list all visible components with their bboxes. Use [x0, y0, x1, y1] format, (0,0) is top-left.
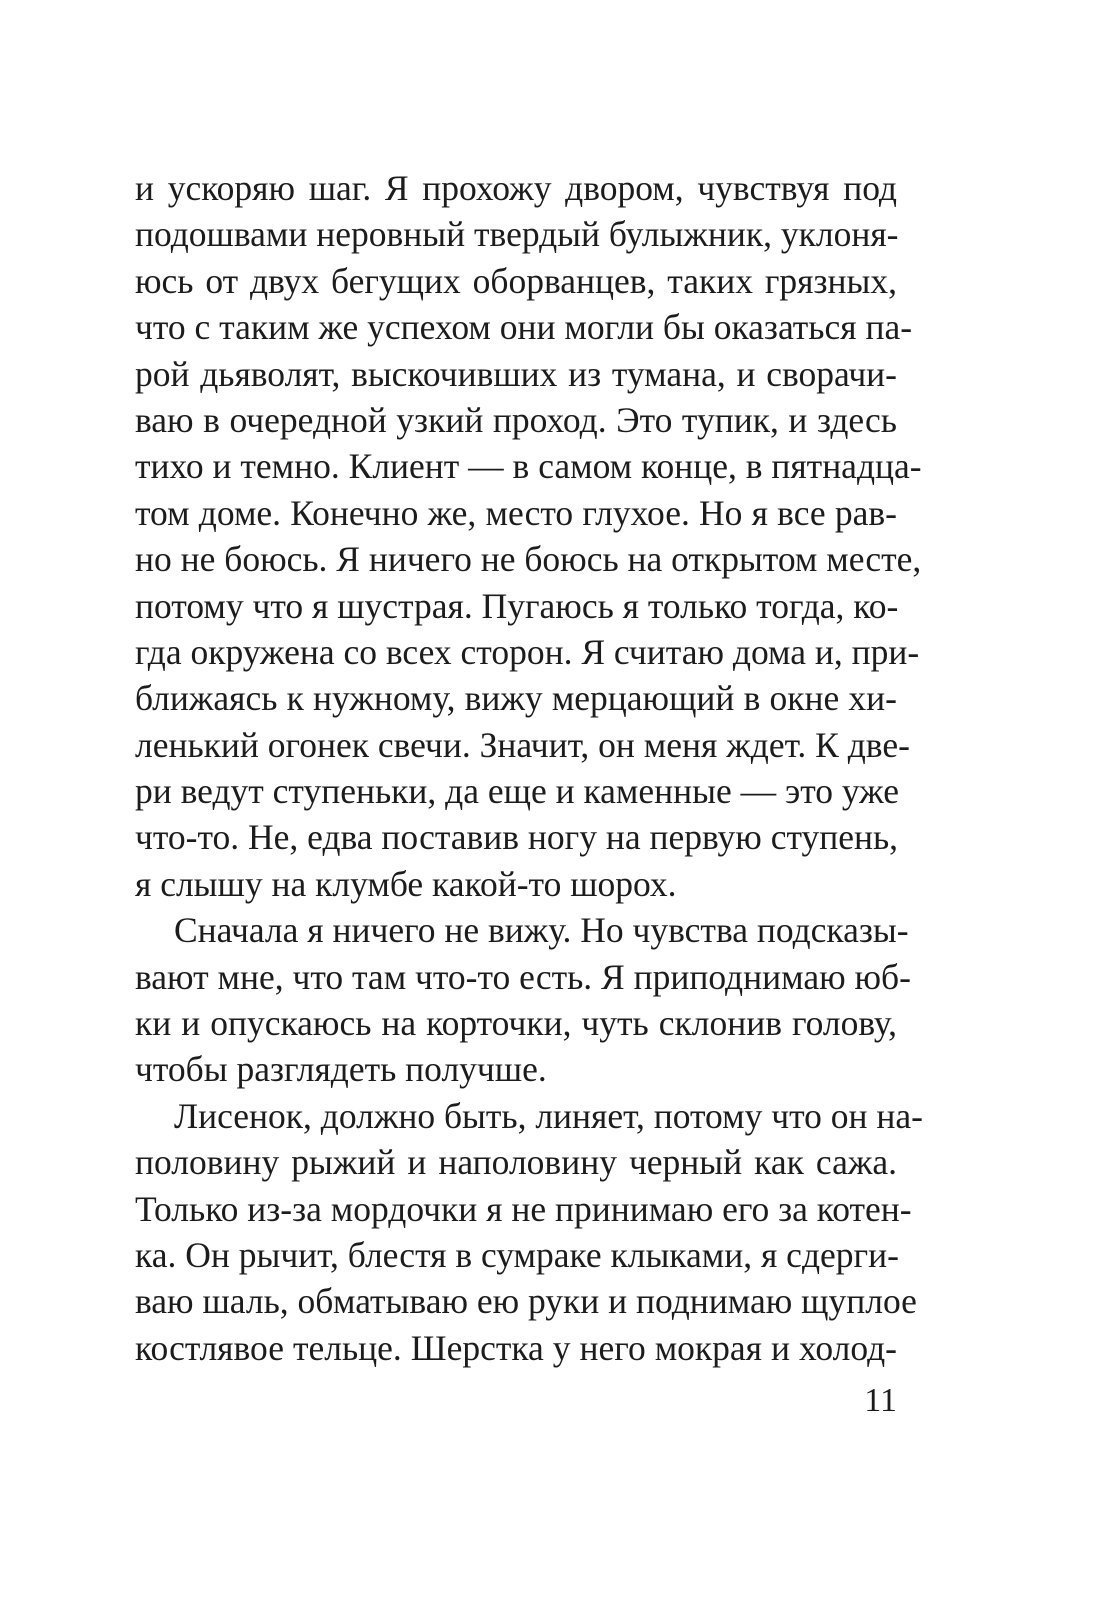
text-line: и ускоряю шаг. Я прохожу двором, чувствуя под: [135, 168, 897, 208]
text-line: том доме. Конечно же, место глухое. Но я все рав-: [135, 492, 897, 533]
text-line: потому что я шустрая. Пугаюсь я только тогда, ко-: [135, 585, 899, 626]
text-line: подошвами неровный твердый булыжник, уклоня-: [135, 214, 899, 255]
text-line: ваю шаль, обматываю ею руки и поднимаю щуплое: [135, 1281, 917, 1322]
text-line: я слышу на клумбе какой-то шорох.: [135, 863, 677, 904]
text-line: рой дьяволят, выскочивших из тумана, и сворачи-: [135, 353, 897, 394]
text-line: вают мне, что там что-то есть. Я приподнимаю юб-: [135, 956, 911, 997]
paragraph-start-line: Лисенок, должно быть, линяет, потому что он на-: [174, 1095, 923, 1136]
body-text: [135, 165, 923, 1371]
text-line: ка. Он рычит, блестя в сумраке клыками, я сдерги-: [135, 1234, 899, 1275]
text-line: ваю в очередной узкий проход. Это тупик, и здесь: [135, 399, 897, 440]
text-line: что с таким же успехом они могли бы оказаться па-: [135, 307, 913, 348]
text-line: тихо и темно. Клиент — в самом конце, в пятнадца-: [135, 446, 922, 487]
text-line: гда окружена со всех сторон. Я считаю дома и, при-: [135, 631, 920, 672]
text-line: но не боюсь. Я ничего не боюсь на открытом месте,: [135, 539, 922, 580]
page-number: 11: [864, 1382, 897, 1419]
text-line: половину рыжий и наполовину черный как сажа.: [135, 1142, 897, 1183]
text-line: Только из-за мордочки я не принимаю его за котен-: [135, 1188, 912, 1229]
text-line: ки и опускаюсь на корточки, чуть склонив голову,: [135, 1003, 897, 1044]
text-line: ближаясь к нужному, вижу мерцающий в окне хи-: [135, 678, 897, 719]
text-line: чтобы разглядеть получше.: [135, 1049, 547, 1090]
paragraph-start-line: Сначала я ничего не вижу. Но чувства подсказы-: [174, 910, 909, 951]
text-line: костлявое тельце. Шерстка у него мокрая и холод-: [135, 1327, 897, 1368]
text-line: ленький огонек свечи. Значит, он меня ждет. К две-: [135, 724, 910, 765]
text-line: ри ведут ступеньки, да еще и каменные — это уже: [135, 771, 899, 812]
text-line: юсь от двух бегущих оборванцев, таких грязных,: [135, 260, 897, 301]
text-line: что-то. Не, едва поставив ногу на первую ступень,: [135, 817, 899, 858]
